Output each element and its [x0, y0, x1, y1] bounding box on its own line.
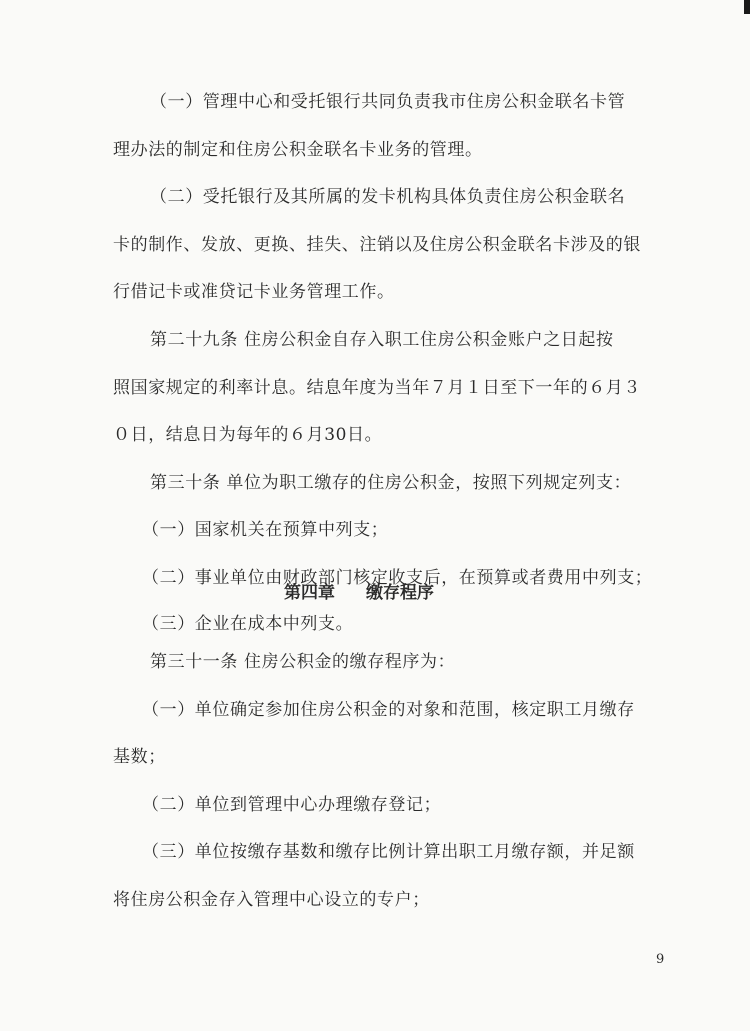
chapter-title: 缴存程序	[366, 583, 434, 603]
paragraph-line: 将住房公积金存入管理中心设立的专户；	[113, 890, 430, 910]
paragraph-line: （一）国家机关在预算中列支；	[142, 520, 389, 540]
paragraph-line: 照国家规定的利率计息。结息年度为当年７月１日至下一年的６月３	[113, 378, 641, 398]
paragraph-line: （一）管理中心和受托银行共同负责我市住房公积金联名卡管	[150, 92, 626, 112]
paragraph-line: （二）单位到管理中心办理缴存登记；	[142, 795, 442, 815]
paragraph-line: （三）单位按缴存基数和缴存比例计算出职工月缴存额，并足额	[142, 842, 635, 862]
page-number: 9	[656, 952, 665, 967]
paragraph-line: ０日，结息日为每年的６月30日。	[113, 425, 383, 445]
scan-edge-mark	[744, 0, 750, 14]
paragraph-line: （三）企业在成本中列支。	[142, 614, 354, 634]
chapter-number: 第四章	[284, 583, 335, 603]
paragraph-line: 第三十一条 住房公积金的缴存程序为：	[150, 652, 456, 672]
paragraph-line: （二）事业单位由财政部门核定收支后，在预算或者费用中列支；	[142, 568, 653, 588]
paragraph-line: 第二十九条 住房公积金自存入职工住房公积金账户之日起按	[150, 330, 614, 350]
paragraph-line: 行借记卡或准贷记卡业务管理工作。	[113, 282, 395, 302]
paragraph-line: （二）受托银行及其所属的发卡机构具体负责住房公积金联名	[150, 187, 626, 207]
paragraph-line: 基数；	[113, 747, 166, 767]
paragraph-line: 理办法的制定和住房公积金联名卡业务的管理。	[113, 140, 483, 160]
paragraph-line: 第三十条 单位为职工缴存的住房公积金，按照下列规定列支：	[150, 473, 632, 493]
paragraph-line: （一）单位确定参加住房公积金的对象和范围，核定职工月缴存	[142, 700, 635, 720]
paragraph-line: 卡的制作、发放、更换、挂失、注销以及住房公积金联名卡涉及的银	[113, 235, 641, 255]
